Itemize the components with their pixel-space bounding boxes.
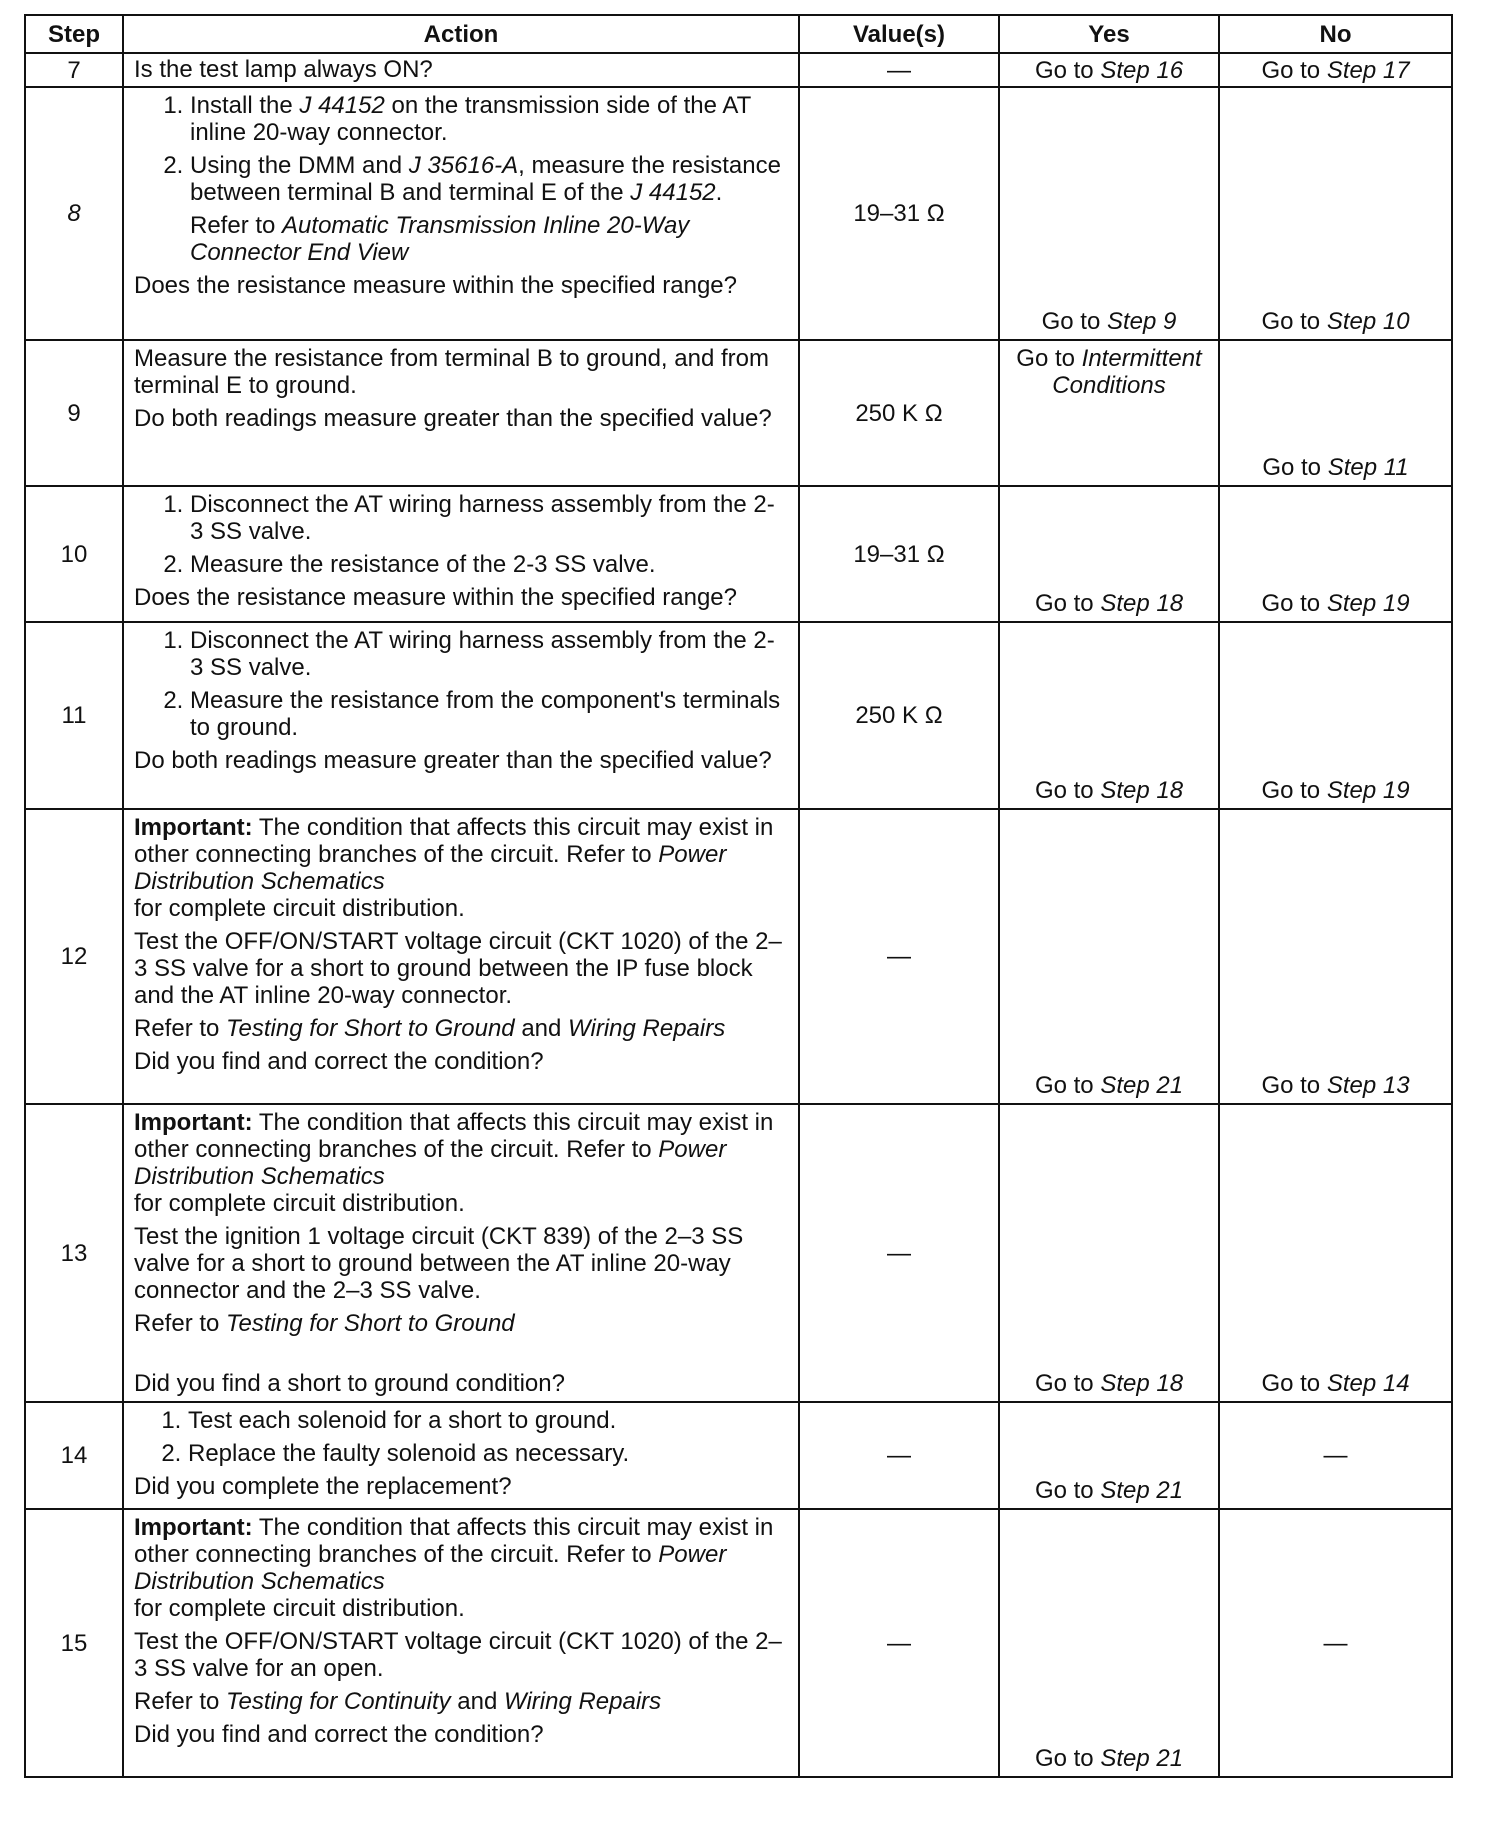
action-reference: Refer to Testing for Short to Ground and Wiring Repairs (134, 1015, 726, 1042)
action-instruction: 1. Disconnect the AT wiring harness assembly from the 2-3 SS valve. (190, 627, 788, 681)
table-row (25, 87, 1452, 340)
table-row (25, 809, 1452, 1104)
step-number: 9 (25, 340, 123, 486)
action-reference: Refer to Automatic Transmission Inline 20-Way Connector End View (190, 212, 690, 266)
step-number: 10 (25, 486, 123, 622)
step-number: 15 (25, 1509, 123, 1777)
action-question: Does the resistance measure within the specified range? (134, 272, 737, 299)
table-row (25, 1509, 1452, 1777)
action-instruction: Measure the resistance from terminal B to ground, and from terminal E to ground. (134, 345, 769, 399)
action-instruction: 2. Using the DMM and J 35616-A, measure the resistance between terminal B and terminal E of the J 44152. (190, 152, 788, 206)
table-row (25, 1402, 1452, 1509)
table-header-row (25, 15, 1452, 53)
action-cell (123, 340, 799, 486)
action-instruction: 1. Install the J 44152 on the transmission side of the AT inline 20-way connector. (190, 92, 788, 146)
action-cell (123, 486, 799, 622)
yes-cell: Go to Step 21 (999, 1509, 1219, 1777)
yes-cell: Go to Step 18 (999, 486, 1219, 622)
value-cell: — (799, 1104, 999, 1402)
action-question: Does the resistance measure within the specified range? (134, 584, 737, 611)
action-question: Is the test lamp always ON? (134, 56, 433, 83)
action-cell (123, 1104, 799, 1402)
value-cell: — (799, 809, 999, 1104)
diagnostic-table (24, 14, 1453, 1778)
value-cell: 19–31 Ω (799, 87, 999, 340)
no-cell: Go to Step 14 (1219, 1104, 1452, 1402)
value-cell: 250 K Ω (799, 340, 999, 486)
step-number: 11 (25, 622, 123, 809)
value-cell: — (799, 53, 999, 87)
yes-cell: Go to Step 21 (999, 809, 1219, 1104)
table-row (25, 1104, 1452, 1402)
action-instruction: 2. Replace the faulty solenoid as necessary. (188, 1440, 788, 1467)
no-cell: Go to Step 19 (1219, 486, 1452, 622)
table-row (25, 622, 1452, 809)
no-cell: — (1219, 1509, 1452, 1777)
yes-cell: Go to Intermittent Conditions (999, 340, 1219, 486)
action-cell (123, 1509, 799, 1777)
action-question: Did you find a short to ground condition? (134, 1370, 565, 1397)
action-instruction: 2. Measure the resistance of the 2-3 SS valve. (190, 551, 788, 578)
no-cell: Go to Step 13 (1219, 809, 1452, 1104)
step-number: 8 (25, 87, 123, 340)
step-number: 7 (25, 53, 123, 87)
no-cell: Go to Step 10 (1219, 87, 1452, 340)
yes-cell: Go to Step 9 (999, 87, 1219, 340)
action-instruction: 1. Disconnect the AT wiring harness assembly from the 2-3 SS valve. (190, 491, 788, 545)
important-note-end: for complete circuit distribution. (134, 1190, 465, 1217)
important-note: Important: The condition that affects this circuit may exist in other connecting branches of the circuit. Refer to Power Distribution Schematics (134, 1514, 774, 1595)
action-instruction: Test the OFF/ON/START voltage circuit (CKT 1020) of the 2–3 SS valve for a short to ground between the IP fuse block and the AT inline 20-way connector. (134, 928, 782, 1009)
action-cell (123, 622, 799, 809)
action-question: Did you complete the replacement? (134, 1473, 512, 1500)
action-reference: Refer to Testing for Continuity and Wiring Repairs (134, 1688, 662, 1715)
table-row (25, 53, 1452, 87)
action-question: Did you find and correct the condition? (134, 1048, 544, 1075)
header-values: Value(s) (799, 15, 999, 53)
header-no: No (1219, 15, 1452, 53)
action-instruction: 1. Test each solenoid for a short to ground. (188, 1407, 788, 1434)
action-reference: Refer to Testing for Short to Ground (134, 1310, 515, 1337)
yes-cell: Go to Step 21 (999, 1402, 1219, 1509)
action-cell (123, 53, 799, 87)
action-cell (123, 1402, 799, 1509)
value-cell: 19–31 Ω (799, 486, 999, 622)
table-row (25, 486, 1452, 622)
important-note-end: for complete circuit distribution. (134, 895, 465, 922)
no-cell: Go to Step 11 (1219, 340, 1452, 486)
table-row (25, 340, 1452, 486)
header-step: Step (25, 15, 123, 53)
step-number: 14 (25, 1402, 123, 1509)
action-cell (123, 809, 799, 1104)
no-cell: Go to Step 17 (1219, 53, 1452, 87)
step-number: 12 (25, 809, 123, 1104)
action-instruction: Test the ignition 1 voltage circuit (CKT 839) of the 2–3 SS valve for a short to ground between the AT inline 20-way connector and the 2–3 SS valve. (134, 1223, 744, 1304)
yes-cell: Go to Step 18 (999, 622, 1219, 809)
action-question: Did you find and correct the condition? (134, 1721, 544, 1748)
value-cell: 250 K Ω (799, 622, 999, 809)
action-instruction: 2. Measure the resistance from the component's terminals to ground. (190, 687, 788, 741)
header-yes: Yes (999, 15, 1219, 53)
value-cell: — (799, 1402, 999, 1509)
yes-cell: Go to Step 16 (999, 53, 1219, 87)
diagnostic-table-page (24, 14, 1451, 1778)
yes-cell: Go to Step 18 (999, 1104, 1219, 1402)
no-cell: — (1219, 1402, 1452, 1509)
important-note: Important: The condition that affects this circuit may exist in other connecting branches of the circuit. Refer to Power Distribution Schematics (134, 814, 774, 895)
step-number: 13 (25, 1104, 123, 1402)
action-cell (123, 87, 799, 340)
value-cell: — (799, 1509, 999, 1777)
header-action: Action (123, 15, 799, 53)
important-note-end: for complete circuit distribution. (134, 1595, 465, 1622)
action-question: Do both readings measure greater than the specified value? (134, 405, 772, 432)
action-instruction: Test the OFF/ON/START voltage circuit (CKT 1020) of the 2–3 SS valve for an open. (134, 1628, 782, 1682)
action-question: Do both readings measure greater than the specified value? (134, 747, 772, 774)
no-cell: Go to Step 19 (1219, 622, 1452, 809)
important-note: Important: The condition that affects this circuit may exist in other connecting branches of the circuit. Refer to Power Distribution Schematics (134, 1109, 774, 1190)
